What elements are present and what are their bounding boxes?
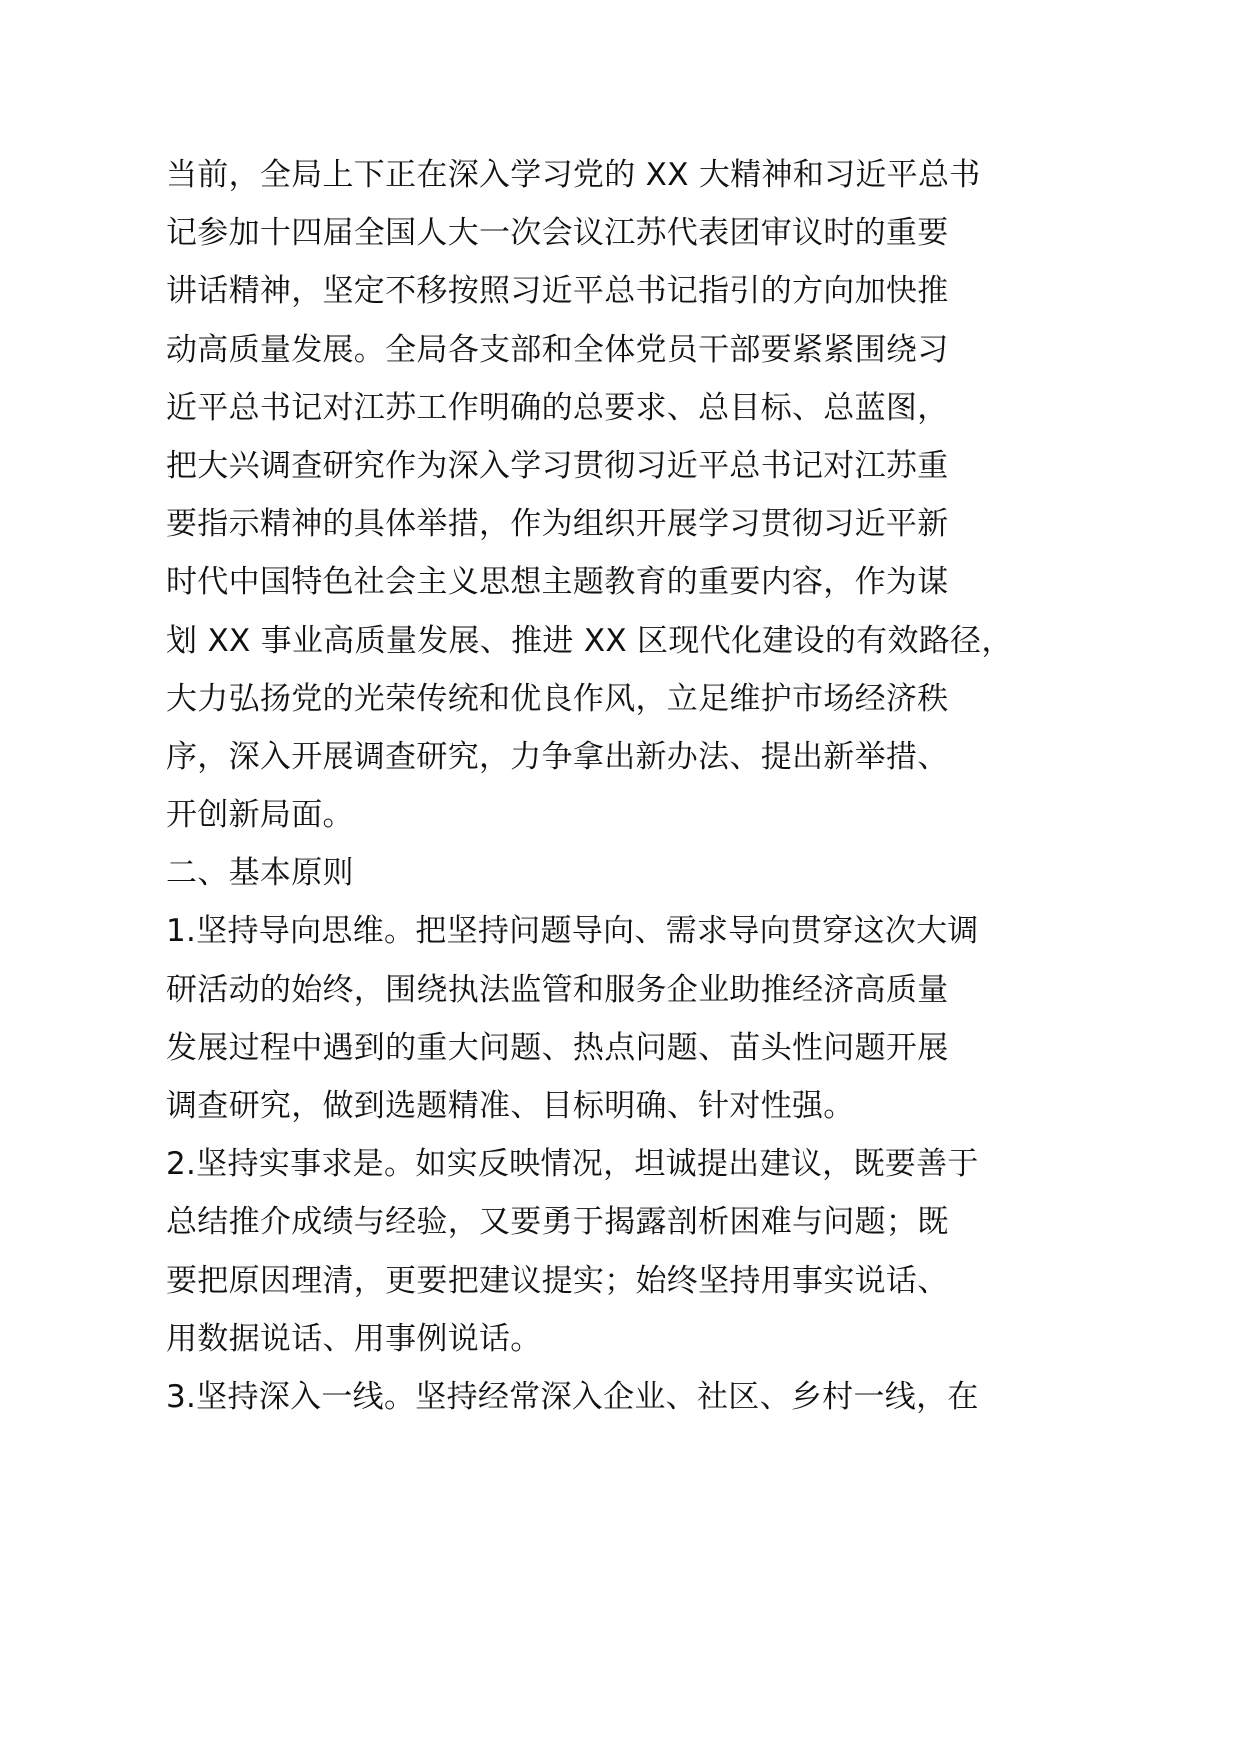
text-line: 大力弘扬党的光荣传统和优良作风，立足维护市场经济秩 [166, 680, 949, 717]
text-line: 要指示精神的具体举措，作为组织开展学习贯彻习近平新 [166, 506, 949, 543]
text-line: 当前，全局上下正在深入学习党的 XX 大精神和习近平总书 [166, 157, 981, 193]
text-line: 1.坚持导向思维。把坚持问题导向、需求导向贯穿这次大调 [166, 913, 979, 950]
text-line: 把大兴调查研究作为深入学习贯彻习近平总书记对江苏重 [166, 447, 949, 484]
text-line: 近平总书记对江苏工作明确的总要求、总目标、总蓝图， [166, 389, 949, 426]
text-line: 研活动的始终，围绕执法监管和服务企业助推经济高质量 [166, 971, 949, 1008]
document-body [166, 146, 1013, 1426]
text-line: 3.坚持深入一线。坚持经常深入企业、社区、乡村一线，在 [166, 1378, 979, 1415]
text-line: 2.坚持实事求是。如实反映情况，坦诚提出建议，既要善于 [166, 1146, 979, 1183]
text-line: 开创新局面。 [166, 797, 354, 834]
text-line: 调查研究，做到选题精准、目标明确、针对性强。 [166, 1088, 855, 1124]
text-line: 动高质量发展。全局各支部和全体党员干部要紧紧围绕习 [166, 331, 949, 368]
text-line: 要把原因理清，更要把建议提实；始终坚持用事实说话、 [166, 1262, 949, 1299]
text-line: 讲话精神，坚定不移按照习近平总书记指引的方向加快推 [166, 273, 949, 310]
text-line: 记参加十四届全国人大一次会议江苏代表团审议时的重要 [166, 215, 949, 252]
text-line: 时代中国特色社会主义思想主题教育的重要内容，作为谋 [166, 564, 949, 601]
text-line: 用数据说话、用事例说话。 [166, 1320, 542, 1357]
section-heading: 二、基本原则 [166, 855, 354, 892]
text-line: 划 XX 事业高质量发展、推进 XX 区现代化建设的有效路径， [166, 622, 1013, 659]
text-line: 发展过程中遇到的重大问题、热点问题、苗头性问题开展 [166, 1029, 949, 1066]
text-line: 序，深入开展调查研究，力争拿出新办法、提出新举措、 [166, 738, 949, 775]
text-line: 总结推介成绩与经验，又要勇于揭露剖析困难与问题；既 [166, 1204, 949, 1241]
